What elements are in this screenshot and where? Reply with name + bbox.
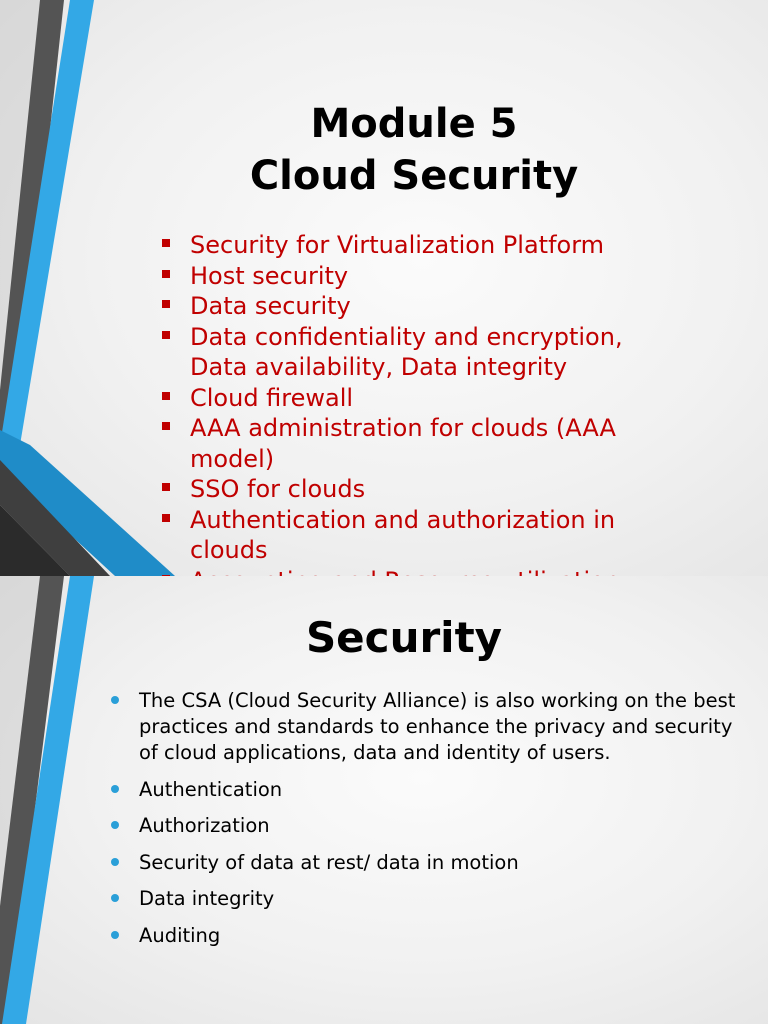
round-bullet-icon bbox=[111, 821, 119, 829]
list-item: AAA administration for clouds (AAA model) bbox=[161, 413, 681, 474]
square-bullet-icon bbox=[162, 422, 170, 430]
list-item: Cloud firewall bbox=[161, 383, 681, 414]
list-item: The CSA (Cloud Security Alliance) is also working on the best practices and standards to enhance the privacy and security of cloud applications, data and identity of users. bbox=[110, 688, 740, 766]
slide-title bbox=[60, 98, 768, 202]
square-bullet-icon bbox=[162, 239, 170, 247]
slide-security bbox=[0, 576, 768, 1024]
square-bullet-icon bbox=[162, 270, 170, 278]
round-bullet-icon bbox=[111, 894, 119, 902]
square-bullet-icon bbox=[162, 392, 170, 400]
round-bullet-icon bbox=[111, 931, 119, 939]
bullet-list bbox=[110, 688, 740, 959]
square-bullet-icon bbox=[162, 483, 170, 491]
list-item: Data security bbox=[161, 291, 681, 322]
list-item: Authorization bbox=[110, 813, 740, 839]
round-bullet-icon bbox=[111, 858, 119, 866]
list-item: Auditing bbox=[110, 923, 740, 949]
list-item: Security for Virtualization Platform bbox=[161, 230, 681, 261]
slide-title: Security bbox=[305, 613, 503, 662]
round-bullet-icon bbox=[111, 696, 119, 704]
list-item: Data integrity bbox=[110, 886, 740, 912]
list-item: Security of data at rest/ data in motion bbox=[110, 850, 740, 876]
square-bullet-icon bbox=[162, 300, 170, 308]
round-bullet-icon bbox=[111, 785, 119, 793]
bullet-list bbox=[161, 230, 681, 596]
list-item: Authentication bbox=[110, 777, 740, 803]
list-item: SSO for clouds bbox=[161, 474, 681, 505]
title-line-1: Module 5 bbox=[310, 101, 518, 147]
square-bullet-icon bbox=[162, 514, 170, 522]
square-bullet-icon bbox=[162, 331, 170, 339]
list-item: Authentication and authorization in clouds bbox=[161, 505, 681, 566]
title-line-2: Cloud Security bbox=[249, 153, 579, 199]
list-item: Data confidentiality and encryption, Data availability, Data integrity bbox=[161, 322, 681, 383]
list-item: Host security bbox=[161, 261, 681, 292]
